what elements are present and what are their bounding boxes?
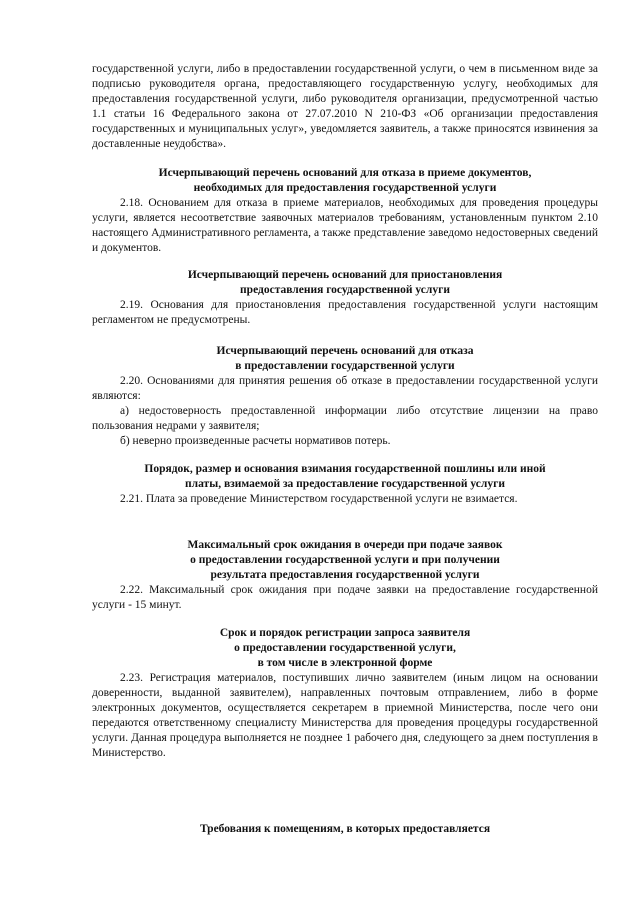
section-2-20 [92,344,598,449]
heading-line: Порядок, размер и основания взимания государственной пошлины или иной [144,463,546,475]
heading-line: Срок и порядок регистрации запроса заявителя [219,627,471,639]
section-2-19 [92,268,598,328]
heading-line: платы, взимаемой за предоставление государственной услуги [185,478,505,490]
heading-line: в том числе в электронной форме [257,657,433,669]
paragraph: 2.18. Основанием для отказа в приеме материалов, необходимых для проведения процедуры услуги, является несоответствие заявочных материалов требованиям, установленным пунктом 2.10 настоящего Административного регламента, а также представление заведомо недостоверных сведений и документов. [92,197,598,254]
heading-line: о предоставлении государственной услуги, [234,642,456,654]
section-heading [92,268,598,298]
intro-paragraph: государственной услуги, либо в предоставлении государственной услуги, о чем в письменном виде за подписью руководителя органа, предоставляющего государственную услугу, необходимых для предоставления государственной услуги, либо руководителя организации, предусмотренной частью 1.1 статьи 16 Федерального закона от 27.07.2010 N 210-ФЗ «Об организации предоставления государственных и муниципальных услуг», уведомляется заявитель, а также приносятся извинения за доставленные неудобства». [92,63,598,150]
paragraph: 2.19. Основания для приостановления предоставления государственной услуги настоящим регламентом не предусмотрены. [92,299,598,326]
section-heading [92,822,598,837]
heading-line: Исчерпывающий перечень оснований для отказа [216,345,474,357]
heading-line: необходимых для предоставления государственной услуги [193,182,497,194]
heading-line: Исчерпывающий перечень оснований для отказа в приеме документов, [158,167,532,179]
section-heading [92,166,598,196]
paragraph: б) неверно произведенные расчеты нормативов потерь. [120,435,391,447]
paragraph: 2.20. Основаниями для принятия решения об отказе в предоставлении государственной услуги являются: [92,375,598,402]
heading-line: Требования к помещениям, в которых предоставляется [199,823,491,835]
section-2-22 [92,538,598,613]
heading-line: предоставления государственной услуги [240,284,450,296]
section-2-18 [92,166,598,256]
heading-line: Максимальный срок ожидания в очереди при подаче заявок [187,539,503,551]
heading-line: в предоставлении государственной услуги [235,360,455,372]
section-heading [92,538,598,583]
section-premises [92,822,598,837]
paragraph: а) недостоверность предоставленной информации либо отсутствие лицензии на право пользования недрами у заявителя; [92,405,598,432]
section-2-21 [92,462,598,507]
heading-line: результата предоставления государственной услуги [210,569,480,581]
heading-line: о предоставлении государственной услуги и при получении [190,554,500,566]
paragraph: 2.23. Регистрация материалов, поступивших лично заявителем (иным лицом на основании доверенности, выданной заявителем), направленных почтовым отправлением, либо в форме электронных документов, осуществляется секретарем в приемной Министерства, после чего они передаются ответственному специалисту Министерства для проведения процедуры государственной услуги. Данная процедура выполняется не позднее 1 рабочего дня, следующего за днем поступления в Министерство. [92,672,598,759]
section-heading [92,626,598,671]
heading-line: Исчерпывающий перечень оснований для приостановления [187,269,503,281]
section-2-23 [92,626,598,761]
section-heading [92,344,598,374]
paragraph: 2.21. Плата за проведение Министерством государственной услуги не взимается. [120,493,518,505]
section-heading [92,462,598,492]
paragraph: 2.22. Максимальный срок ожидания при подаче заявки на предоставление государственной услуги - 15 минут. [92,584,598,611]
intro-block [92,62,598,152]
